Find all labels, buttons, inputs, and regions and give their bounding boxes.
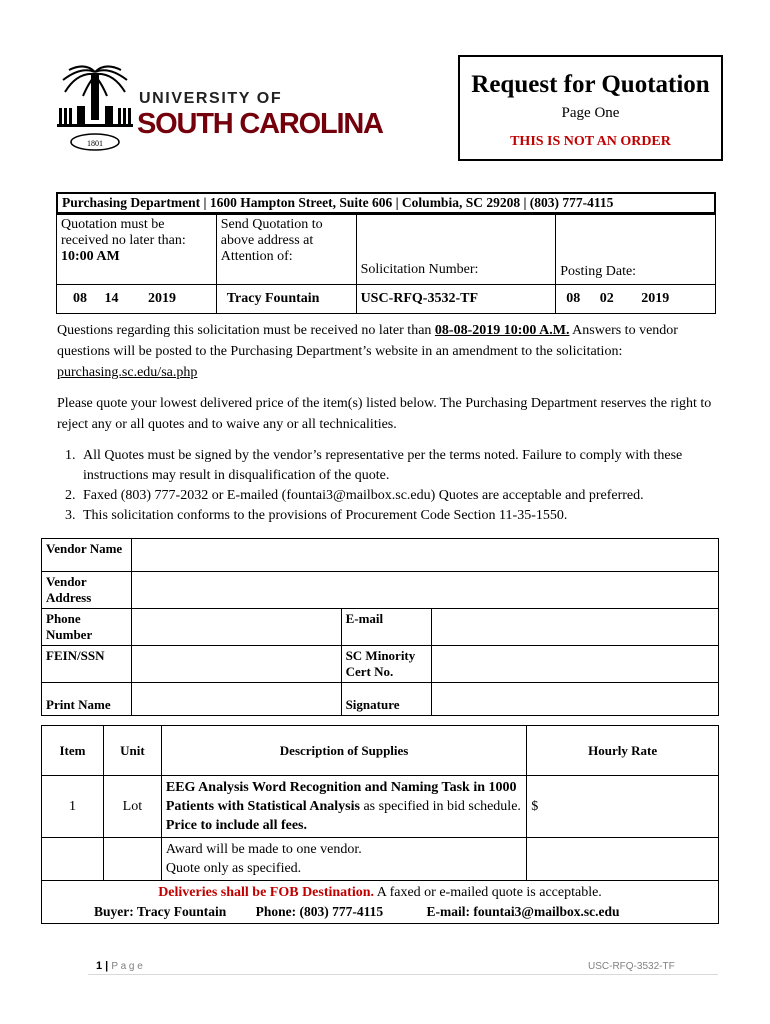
title-box: [458, 55, 723, 161]
fein-ssn-label: FEIN/SSN: [42, 646, 132, 683]
instruction-item: 3. This solicitation conforms to the provisions of Procurement Code Section 11-35-1550.: [79, 506, 721, 526]
delivery-line: [46, 883, 714, 902]
vendor-name-field[interactable]: [131, 539, 718, 572]
supply-description: [161, 776, 526, 838]
due-date-value: [57, 285, 217, 314]
empty-cell: [103, 838, 161, 881]
vendor-address-field[interactable]: [131, 572, 718, 609]
table-row: [42, 776, 719, 838]
award-note-1: Award will be made to one vendor.: [165, 842, 362, 857]
description-plain: as specified in bid schedule.: [359, 799, 521, 814]
department-address-bar: Purchasing Department | 1600 Hampton Street, Suite 606 | Columbia, SC 29208 | (803) 777-4115: [56, 192, 716, 214]
quote-instructions-paragraph: Please quote your lowest delivered price of the item(s) listed below. The Purchasing Department reserves the right to reject any or all quotes and to waive any or all technicalities.: [57, 396, 712, 432]
quote-deadline-cell: [57, 215, 217, 285]
empty-cell: [42, 838, 104, 881]
buyer-line: [46, 902, 714, 921]
footer-reference: USC-RFQ-3532-TF: [588, 961, 675, 972]
sc-minority-field[interactable]: [431, 646, 719, 683]
vendor-name-label: Vendor Name: [42, 539, 132, 572]
usc-logo: [55, 62, 400, 154]
questions-text-1: Questions regarding this solicitation must be received no later than: [57, 323, 435, 338]
unit-header: Unit: [103, 726, 161, 776]
palmetto-tree-icon: [55, 62, 135, 154]
page-one-label: Page One: [561, 105, 620, 121]
signature-label: Signature: [341, 683, 431, 716]
post-day: 02: [599, 291, 614, 306]
quotation-info-table: [56, 214, 716, 314]
email-field[interactable]: [431, 609, 719, 646]
due-month: 08: [73, 291, 87, 306]
fein-ssn-field[interactable]: [131, 646, 341, 683]
delivery-buyer-cell: [42, 881, 719, 924]
description-header: Description of Supplies: [161, 726, 526, 776]
print-name-field[interactable]: [131, 683, 341, 716]
questions-deadline: 08-08-2019 10:00 A.M.: [434, 323, 570, 338]
buyer-email: E-mail: fountai3@mailbox.sc.edu: [426, 904, 620, 919]
logo-year: 1801: [87, 139, 103, 148]
instructions-list: [57, 446, 721, 526]
solicitation-label: Solicitation Number:: [356, 215, 556, 285]
hourly-rate-header: Hourly Rate: [527, 726, 719, 776]
empty-cell: [527, 838, 719, 881]
fob-destination-notice: Deliveries shall be FOB Destination.: [158, 885, 375, 900]
instruction-item: 2. Faxed (803) 777-2032 or E-mailed (fountai3@mailbox.sc.edu) Quotes are acceptable and preferred.: [79, 486, 721, 506]
description-fees: Price to include all fees.: [165, 818, 308, 833]
unit-value: Lot: [103, 776, 161, 838]
logo-south-carolina: SOUTH CAROLINA: [137, 108, 383, 140]
due-day: 14: [104, 291, 119, 306]
quote-deadline-time: 10:00 AM: [61, 249, 120, 264]
supplies-table: [41, 725, 719, 924]
description-bold: EEG Analysis Word Recognition and Naming Task in 1000 Patients with Statistical Analysis: [165, 780, 517, 814]
page-word: P a g e: [111, 961, 143, 972]
footer-divider: [88, 974, 718, 975]
award-notes: [161, 838, 526, 881]
phone-number-label: Phone Number: [42, 609, 132, 646]
page-number: 1 | P a g e: [96, 960, 143, 972]
posting-date-value: [556, 285, 716, 314]
buyer-phone: Phone: (803) 777-4115: [255, 904, 384, 919]
award-note-2: Quote only as specified.: [165, 861, 302, 876]
phone-number-field[interactable]: [131, 609, 341, 646]
due-year: 2019: [148, 291, 176, 306]
instruction-item: 1. All Quotes must be signed by the vendor’s representative per the terms noted. Failure to comply with these instructions may result in disqualification of the quote.: [79, 446, 721, 486]
attention-value: Tracy Fountain: [216, 285, 356, 314]
delivery-rest: A faxed or e-mailed quote is acceptable.: [374, 885, 602, 900]
posting-date-label: Posting Date:: [556, 215, 716, 285]
questions-text-2: Answers to vendor questions will be posted to the Purchasing Department’s website in an amendment to the solicitation:: [57, 323, 678, 359]
item-header: Item: [42, 726, 104, 776]
page-number-value: 1: [96, 960, 103, 972]
solicitation-number-value: USC-RFQ-3532-TF: [356, 285, 556, 314]
post-month: 08: [566, 291, 581, 306]
item-number: 1: [42, 776, 104, 838]
signature-field[interactable]: [431, 683, 719, 716]
purchasing-website-link[interactable]: purchasing.sc.edu/sa.php: [57, 365, 198, 380]
quote-deadline-label: Quotation must be received no later than:: [61, 217, 186, 248]
post-year: 2019: [641, 291, 670, 306]
buyer-name: Buyer: Tracy Fountain: [94, 904, 227, 919]
vendor-info-table: [41, 538, 719, 716]
print-name-label: Print Name: [42, 683, 132, 716]
page-title: Request for Quotation: [471, 71, 710, 98]
logo-university-of: UNIVERSITY OF: [139, 90, 283, 107]
email-label: E-mail: [341, 609, 431, 646]
vendor-address-label: Vendor Address: [42, 572, 132, 609]
sc-minority-label: SC Minority Cert No.: [341, 646, 431, 683]
hourly-rate-field[interactable]: $: [527, 776, 719, 838]
questions-paragraph: [57, 320, 721, 383]
not-an-order-notice: THIS IS NOT AN ORDER: [510, 134, 671, 149]
send-to-cell: Send Quotation to above address at Attention of:: [216, 215, 356, 285]
